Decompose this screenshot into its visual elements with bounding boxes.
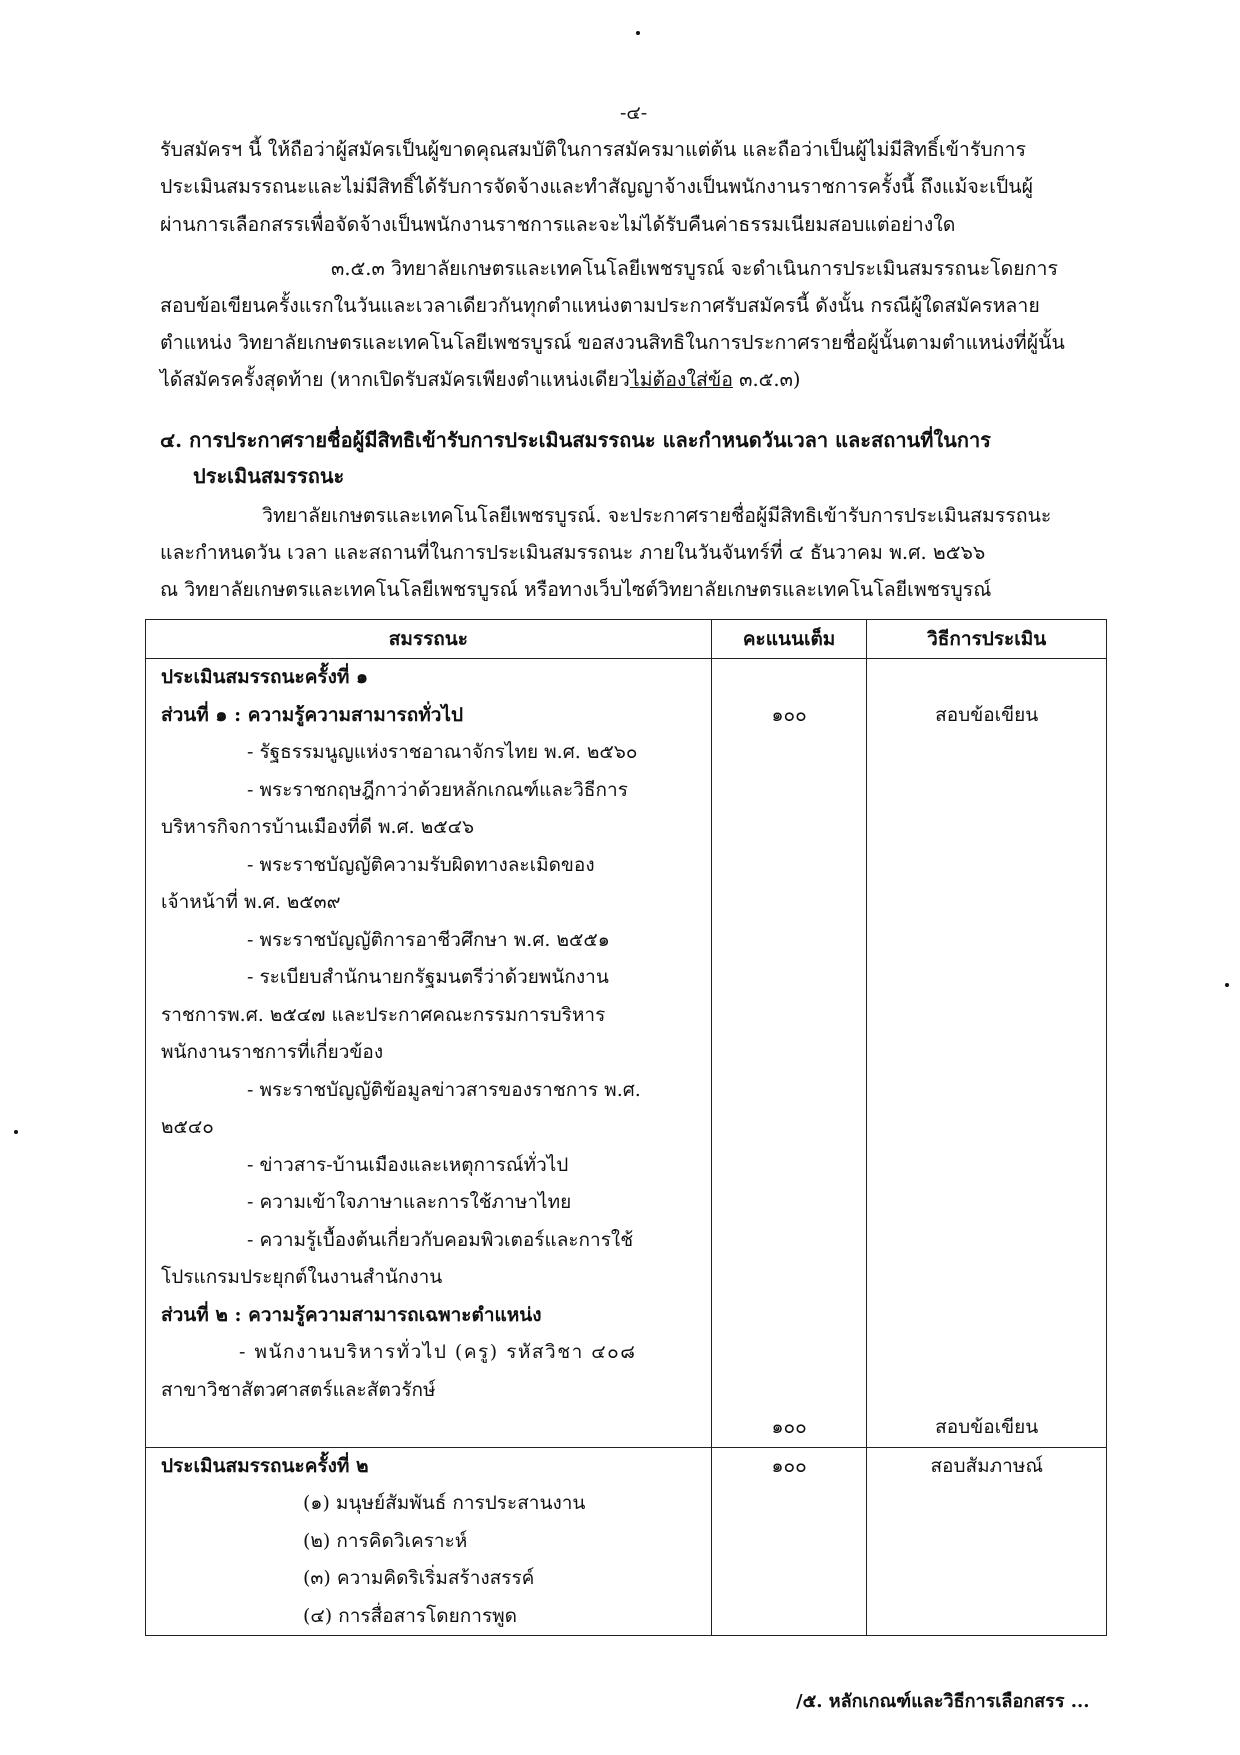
section-353-last-end: ๓.๕.๓) bbox=[732, 368, 801, 391]
header-method: วิธีการประเมิน bbox=[867, 620, 1107, 659]
part1-item-cont: ๒๕๔๐ bbox=[161, 1116, 214, 1138]
round2-score: ๑๐๐ bbox=[771, 1454, 807, 1477]
table-row-round2 bbox=[146, 1447, 1107, 1636]
section-4-body-line: ณ วิทยาลัยเกษตรและเทคโนโลยีเพชรบูรณ์ หรือทางเว็บไซต์วิทยาลัยเกษตรและเทคโนโลยีเพชรบูรณ์ bbox=[160, 578, 992, 601]
part1-item-cont: พนักงานราชการที่เกี่ยวข้อง bbox=[161, 1041, 384, 1063]
section-353-line: ตำแหน่ง วิทยาลัยเกษตรและเทคโนโลยีเพชรบูรณ์ ขอสงวนสิทธิในการประกาศรายชื่อผู้นั้นตามตำแหน่งที่ผู้นั้น bbox=[160, 331, 1065, 354]
round1-competency-cell bbox=[146, 659, 712, 1448]
part1-item: - พระราชบัญญัติข้อมูลข่าวสารของราชการ พ.ศ. bbox=[247, 1078, 641, 1101]
table-header-row bbox=[146, 620, 1107, 659]
section-353-last-line bbox=[160, 364, 801, 395]
round1-method-cell bbox=[867, 659, 1107, 1448]
scan-speck bbox=[14, 1130, 18, 1134]
part2-score: ๑๐๐ bbox=[771, 1416, 807, 1438]
round1-score-cell bbox=[711, 659, 867, 1448]
section-4-heading: ๔. การประกาศรายชื่อผู้มีสิทธิเข้ารับการประเมินสมรรถนะ และกำหนดวันเวลา และสถานที่ในการ bbox=[160, 428, 991, 452]
section-4-body-line: และกำหนดวัน เวลา และสถานที่ในการประเมินสมรรถนะ ภายในวันจันทร์ที่ ๔ ธันวาคม พ.ศ. ๒๕๖๖ bbox=[160, 541, 986, 564]
section-353-underlined: ไม่ต้องใส่ข้อ bbox=[629, 368, 733, 391]
round2-item: (๓) ความคิดริเริ่มสร้างสรรค์ bbox=[303, 1567, 535, 1589]
part1-score: ๑๐๐ bbox=[771, 703, 807, 726]
scan-speck bbox=[1225, 983, 1229, 987]
part1-item-cont: ราชการพ.ศ. ๒๕๔๗ และประกาศคณะกรรมการบริหาร bbox=[161, 1003, 606, 1026]
part2-method: สอบข้อเขียน bbox=[935, 1416, 1039, 1438]
round2-competency-cell bbox=[146, 1447, 712, 1636]
header-full-score: คะแนนเต็ม bbox=[711, 620, 867, 659]
part1-item: - รัฐธรรมนูญแห่งราชอาณาจักรไทย พ.ศ. ๒๕๖๐ bbox=[247, 741, 638, 763]
part1-item-cont: โปรแกรมประยุกต์ในงานสำนักงาน bbox=[161, 1266, 443, 1288]
part1-item: - พระราชบัญญัติความรับผิดทางละเมิดของ bbox=[247, 853, 595, 876]
page-number: -๔- bbox=[620, 102, 648, 124]
round2-method-cell bbox=[867, 1447, 1107, 1636]
section-353-line: สอบข้อเขียนครั้งแรกในวันและเวลาเดียวกันทุกตำแหน่งตามประกาศรับสมัครนี้ ดังนั้น กรณีผู้ใดสมัครหลาย bbox=[160, 294, 1040, 317]
part1-title: ส่วนที่ ๑ : ความรู้ความสามารถทั่วไป bbox=[161, 703, 464, 726]
part2-item-cont: สาขาวิชาสัตวศาสตร์และสัตวรักษ์ bbox=[161, 1378, 436, 1401]
intro-line: ผ่านการเลือกสรรเพื่อจัดจ้างเป็นพนักงานราชการและจะไม่ได้รับคืนค่าธรรมเนียมสอบแต่อย่างใด bbox=[160, 213, 956, 236]
section-353-last-start: ได้สมัครครั้งสุดท้าย (หากเปิดรับสมัครเพียงตำแหน่งเดียว bbox=[160, 368, 630, 391]
part1-method: สอบข้อเขียน bbox=[935, 703, 1039, 726]
section-4-heading-cont: ประเมินสมรรถนะ bbox=[193, 464, 345, 488]
intro-line: รับสมัครฯ นี้ ให้ถือว่าผู้สมัครเป็นผู้ขาดคุณสมบัติในการสมัครมาแต่ต้น และถือว่าเป็นผู้ไม่มีสิทธิ์เข้ารับการ bbox=[160, 138, 1026, 161]
footer-continuation: /๕. หลักเกณฑ์และวิธีการเลือกสรร ... bbox=[796, 1691, 1090, 1712]
part1-item: - ความรู้เบื้องต้นเกี่ยวกับคอมพิวเตอร์และการใช้ bbox=[247, 1228, 634, 1251]
part1-item: - ระเบียบสำนักนายกรัฐมนตรีว่าด้วยพนักงาน bbox=[247, 966, 609, 988]
part2-title: ส่วนที่ ๒ : ความรู้ความสามารถเฉพาะตำแหน่ง bbox=[161, 1303, 542, 1326]
round1-title: ประเมินสมรรถนะครั้งที่ ๑ bbox=[161, 666, 369, 688]
part1-item: - พระราชกฤษฎีกาว่าด้วยหลักเกณฑ์และวิธีการ bbox=[247, 778, 628, 801]
part1-item-cont: เจ้าหน้าที่ พ.ศ. ๒๕๓๙ bbox=[161, 891, 341, 913]
round2-method: สอบสัมภาษณ์ bbox=[930, 1454, 1043, 1477]
round2-item: (๔) การสื่อสารโดยการพูด bbox=[303, 1604, 518, 1627]
competency-table bbox=[145, 619, 1107, 1636]
part1-item-cont: บริหารกิจการบ้านเมืองที่ดี พ.ศ. ๒๕๔๖ bbox=[161, 816, 475, 838]
round2-item: (๒) การคิดวิเคราะห์ bbox=[303, 1529, 468, 1552]
part1-item: - พระราชบัญญัติการอาชีวศึกษา พ.ศ. ๒๕๕๑ bbox=[247, 928, 610, 951]
scan-speck bbox=[636, 31, 640, 35]
table-row-round1 bbox=[146, 659, 1107, 1448]
part2-item: - พนักงานบริหารทั่วไป (ครู) รหัสวิชา ๔๐๘ bbox=[239, 1341, 637, 1363]
round2-title: ประเมินสมรรถนะครั้งที่ ๒ bbox=[161, 1454, 369, 1477]
section-4-body-line: วิทยาลัยเกษตรและเทคโนโลยีเพชรบูรณ์. จะประกาศรายชื่อผู้มีสิทธิเข้ารับการประเมินสมรรถนะ bbox=[262, 504, 1052, 527]
round2-item: (๑) มนุษย์สัมพันธ์ การประสานงาน bbox=[303, 1492, 586, 1514]
section-353-line: ๓.๕.๓ วิทยาลัยเกษตรและเทคโนโลยีเพชรบูรณ์ จะดำเนินการประเมินสมรรถนะโดยการ bbox=[331, 257, 1058, 280]
round2-score-cell bbox=[711, 1447, 867, 1636]
part1-item: - ข่าวสาร-บ้านเมืองและเหตุการณ์ทั่วไป bbox=[247, 1153, 569, 1176]
part1-item: - ความเข้าใจภาษาและการใช้ภาษาไทย bbox=[247, 1191, 572, 1213]
intro-line: ประเมินสมรรถนะและไม่มีสิทธิ์ได้รับการจัดจ้างและทำสัญญาจ้างเป็นพนักงานราชการครั้งนี้ ถึงแม้จะเป็นผู้ bbox=[160, 175, 1034, 198]
header-competency: สมรรถนะ bbox=[146, 620, 712, 659]
